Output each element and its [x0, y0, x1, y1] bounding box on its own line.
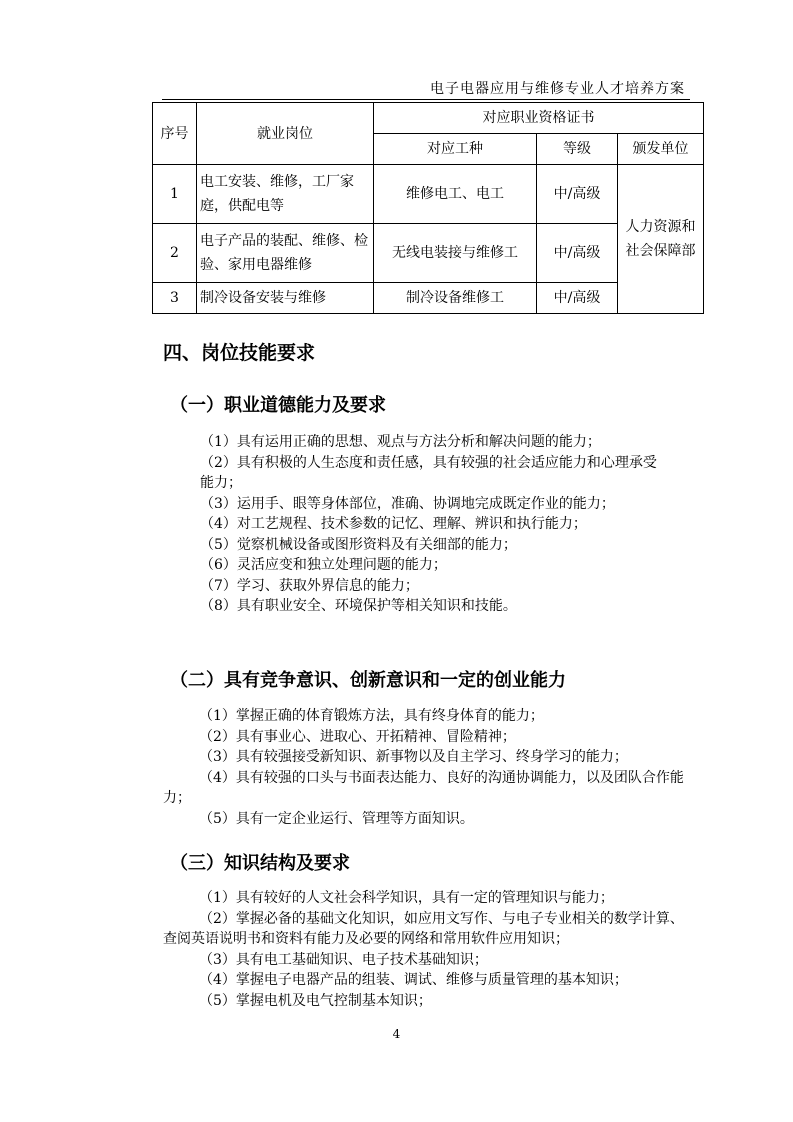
cell-seq: 3: [153, 283, 197, 314]
cell-level: 中/高级: [537, 283, 618, 314]
subsection-title-ethics: （一）职业道德能力及要求: [170, 395, 386, 416]
cell-seq: 2: [153, 224, 197, 283]
section-title: 四、岗位技能要求: [163, 342, 316, 364]
cell-job: 电子产品的装配、维修、检验、家用电器维修: [197, 224, 374, 283]
list-item: （3）运用手、眼等身体部位，准确、协调地完成既定作业的能力；: [200, 495, 615, 512]
innovation-list: [163, 706, 693, 829]
list-item: （2）掌握必备的基础文化知识，如应用文写作、与电子专业相关的数学计算、查阅英语说明书和资料有能力及必要的网络和常用软件应用知识；: [163, 910, 684, 947]
list-item: （5）具有一定企业运行、管理等方面知识。: [199, 810, 474, 827]
header-seq: 序号: [153, 103, 197, 165]
list-item: （6）灵活应变和独立处理问题的能力；: [200, 557, 447, 573]
list-item: （7）学习、获取外界信息的能力；: [200, 577, 419, 594]
list-item: （3）具有电工基础知识、电子技术基础知识；: [199, 951, 488, 968]
list-item: （8）具有职业安全、环境保护等相关知识和技能。: [200, 598, 517, 614]
list-item: （4）对工艺规程、技术参数的记忆、理解、辨识和执行能力；: [200, 516, 587, 532]
list-item: （5）掌握电机及电气控制基本知识；: [199, 992, 432, 1009]
knowledge-list: [163, 888, 693, 1011]
cell-level: 中/高级: [537, 224, 618, 283]
header-rule: [162, 99, 690, 100]
list-item: （3）具有较强接受新知识、新事物以及自主学习、终身学习的能力；: [199, 749, 628, 765]
header-cert-group: 对应职业资格证书: [374, 103, 704, 134]
cell-issuer: 人力资源和社会保障部: [618, 165, 704, 314]
list-item: （2）具有积极的人生态度和责任感，具有较强的社会适应能力和心理承受能力；: [200, 454, 657, 491]
header-trade: 对应工种: [374, 134, 537, 165]
list-item: （1）掌握正确的体育锻炼方法，具有终身体育的能力；: [199, 708, 544, 724]
cell-seq: 1: [153, 165, 197, 224]
cell-job: 电工安装、维修，工厂家庭，供配电等: [197, 165, 374, 224]
list-item: （5）觉察机械设备或图形资料及有关细部的能力；: [200, 536, 517, 553]
cell-job: 制冷设备安装与维修: [197, 283, 374, 314]
subsection-title-knowledge: （三）知识结构及要求: [170, 853, 350, 874]
ethics-list: [200, 432, 660, 617]
cell-trade: 维修电工、电工: [374, 165, 537, 224]
list-item: （1）具有运用正确的思想、观点与方法分析和解决问题的能力；: [200, 434, 601, 450]
cell-level: 中/高级: [537, 165, 618, 224]
header-job: 就业岗位: [197, 103, 374, 165]
header-title: 电子电器应用与维修专业人才培养方案: [430, 81, 685, 97]
header-issuer: 颁发单位: [618, 134, 704, 165]
cell-trade: 制冷设备维修工: [374, 283, 537, 314]
subsection-title-innovation: （二）具有竞争意识、创新意识和一定的创业能力: [170, 670, 566, 691]
page-number: 4: [392, 1027, 401, 1041]
list-item: （4）掌握电子电器产品的组装、调试、维修与质量管理的基本知识；: [199, 972, 628, 988]
table-row: [153, 165, 704, 224]
table-header-row: [153, 103, 704, 134]
certificate-table: [152, 102, 704, 314]
header-level: 等级: [537, 134, 618, 165]
cell-trade: 无线电装接与维修工: [374, 224, 537, 283]
list-item: （4）具有较强的口头与书面表达能力、良好的沟通协调能力，以及团队合作能力；: [163, 769, 684, 806]
list-item: （1）具有较好的人文社会科学知识，具有一定的管理知识与能力；: [199, 890, 614, 906]
list-item: （2）具有事业心、进取心、开拓精神、冒险精神；: [199, 728, 516, 745]
